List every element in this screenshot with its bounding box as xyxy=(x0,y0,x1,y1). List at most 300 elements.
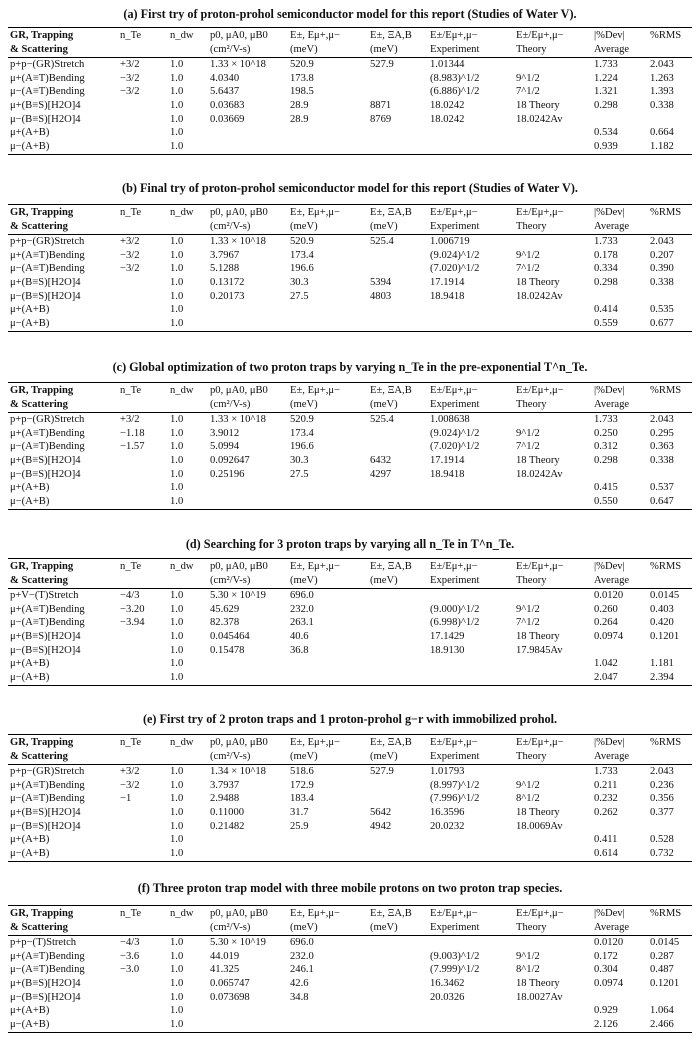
cell-xi xyxy=(368,1018,428,1033)
cell-energy: 173.4 xyxy=(290,249,314,261)
cell-label: μ+(A+B) xyxy=(10,834,50,846)
header-n-dw: n_dw xyxy=(168,906,208,921)
header-ratio-theory: E±/Eμ+,μ− xyxy=(514,906,592,921)
cell-ratio-theory xyxy=(514,58,592,72)
cell-dev-average xyxy=(592,644,648,658)
cell-xi: 525.4 xyxy=(370,236,394,248)
cell-xi xyxy=(368,991,428,1005)
cell-n-dw: 1.0 xyxy=(170,766,184,778)
table-row xyxy=(8,779,692,793)
cell-ratio-theory: 18 Theory xyxy=(516,630,560,642)
cell-energy xyxy=(288,481,368,495)
cell-rms: 0.236 xyxy=(650,779,674,791)
cell-rms: 0.338 xyxy=(650,276,674,288)
header-row xyxy=(8,43,692,58)
cell-n-te xyxy=(118,1018,168,1033)
cell-n-dw: 1.0 xyxy=(170,127,184,139)
header-n-te: n_Te xyxy=(118,205,168,220)
table-row xyxy=(8,1004,692,1018)
cell-n-dw: 1.0 xyxy=(168,317,208,332)
cell-ratio-theory xyxy=(514,235,592,249)
cell-n-te: −3/2 xyxy=(120,72,140,84)
cell-rms xyxy=(648,113,692,127)
cell-energy: 520.9 xyxy=(290,236,314,248)
cell-ratio-theory: 17.9845Av xyxy=(516,644,563,656)
cell-rms xyxy=(648,991,692,1005)
header-row xyxy=(8,574,692,589)
results-table xyxy=(8,382,692,510)
header-ratio-experiment: Experiment xyxy=(428,43,514,58)
cell-rms: 0.664 xyxy=(650,127,674,139)
cell-xi xyxy=(368,249,428,263)
header-rms xyxy=(648,921,692,936)
header-energy: (meV) xyxy=(288,220,368,235)
cell-rms: 1.064 xyxy=(650,1005,674,1017)
cell-ratio-experiment xyxy=(428,140,514,155)
cell-ratio-experiment: 16.3596 xyxy=(430,806,465,818)
table-row xyxy=(8,963,692,977)
cell-n-te xyxy=(118,290,168,304)
cell-label: μ+(A+B) xyxy=(10,1005,50,1017)
header-mobility: (cm²/V-s) xyxy=(208,750,288,765)
cell-rms: 0.403 xyxy=(650,603,674,615)
cell-ratio-theory: 9^1/2 xyxy=(516,603,540,615)
cell-rms xyxy=(648,468,692,482)
table-row xyxy=(8,765,692,779)
header-n-te: n_Te xyxy=(118,906,168,921)
cell-n-te: +3/2 xyxy=(120,236,140,248)
cell-xi: 4942 xyxy=(370,820,392,832)
header-xi: E±, ΞA,B xyxy=(368,383,428,398)
cell-mobility xyxy=(208,847,288,862)
cell-mobility: 1.34 × 10^18 xyxy=(210,766,266,778)
cell-mobility: 0.03669 xyxy=(210,113,245,125)
cell-ratio-experiment xyxy=(428,657,514,671)
header-dev-average: Average xyxy=(592,43,648,58)
cell-dev-average: 0.559 xyxy=(592,317,648,332)
table-row xyxy=(8,72,692,86)
header-n-dw: n_dw xyxy=(168,28,208,43)
cell-label: μ−(A≡T)Bending xyxy=(10,617,85,629)
table-row xyxy=(8,413,692,427)
cell-ratio-theory: 18 Theory xyxy=(516,454,560,466)
cell-label: μ−(A+B) xyxy=(8,1018,118,1033)
cell-n-te xyxy=(118,276,168,290)
cell-n-dw: 1.0 xyxy=(170,414,184,426)
table-row xyxy=(8,99,692,113)
cell-xi xyxy=(368,317,428,332)
cell-ratio-experiment: (8.997)^1/2 xyxy=(430,779,480,791)
cell-xi xyxy=(368,616,428,630)
cell-dev-average: 1.733 xyxy=(594,766,618,778)
cell-label: μ+(B≡S)[H2O]4 xyxy=(10,276,81,288)
results-table xyxy=(8,204,692,332)
cell-rms: 1.393 xyxy=(650,86,674,98)
header-ratio-experiment: Experiment xyxy=(428,398,514,413)
cell-rms: 0.338 xyxy=(650,99,674,111)
cell-dev-average: 0.0974 xyxy=(594,977,624,989)
table-row xyxy=(8,454,692,468)
cell-n-dw: 1.0 xyxy=(170,630,184,642)
cell-xi xyxy=(368,603,428,617)
cell-ratio-theory: 9^1/2 xyxy=(516,779,540,791)
table-row xyxy=(8,290,692,304)
cell-ratio-experiment xyxy=(428,1004,514,1018)
cell-n-te xyxy=(118,671,168,686)
cell-dev-average: 2.126 xyxy=(592,1018,648,1033)
header-xi: E±, ΞA,B xyxy=(368,559,428,574)
cell-mobility: 5.0994 xyxy=(210,441,240,453)
cell-ratio-theory: 8^1/2 xyxy=(516,793,540,805)
table-row xyxy=(8,589,692,603)
cell-dev-average: 0.211 xyxy=(594,779,618,791)
header-row xyxy=(8,28,692,43)
cell-dev-average xyxy=(592,820,648,834)
cell-label: μ−(A+B) xyxy=(8,847,118,862)
header-n-te xyxy=(118,574,168,589)
cell-ratio-experiment: 18.9418 xyxy=(430,468,465,480)
cell-n-te: −3.6 xyxy=(120,950,140,962)
results-table xyxy=(8,905,692,1033)
cell-xi xyxy=(368,963,428,977)
header-ratio-experiment: Experiment xyxy=(428,750,514,765)
cell-n-dw: 1.0 xyxy=(170,820,184,832)
header-mobility: (cm²/V-s) xyxy=(208,398,288,413)
cell-mobility xyxy=(208,303,288,317)
cell-n-te: −3/2 xyxy=(120,779,140,791)
cell-label: μ+(B≡S)[H2O]4 xyxy=(10,806,81,818)
cell-xi: 525.4 xyxy=(370,414,394,426)
cell-label: μ+(A+B) xyxy=(10,482,50,494)
cell-energy: 183.4 xyxy=(290,793,314,805)
cell-n-te: −3.20 xyxy=(120,603,145,615)
cell-energy: 172.9 xyxy=(290,779,314,791)
header-n-dw xyxy=(168,921,208,936)
header-n-dw xyxy=(168,220,208,235)
cell-n-dw: 1.0 xyxy=(170,454,184,466)
cell-xi xyxy=(368,495,428,510)
cell-ratio-theory: 18.0069Av xyxy=(516,820,563,832)
cell-rms: 2.043 xyxy=(650,236,674,248)
cell-mobility: 3.9012 xyxy=(210,427,240,439)
cell-mobility: 3.7967 xyxy=(210,249,240,261)
header-ratio-theory: Theory xyxy=(514,220,592,235)
cell-ratio-theory xyxy=(514,126,592,140)
cell-xi xyxy=(368,440,428,454)
cell-n-te xyxy=(118,806,168,820)
cell-n-dw: 1.0 xyxy=(170,603,184,615)
table-row xyxy=(8,657,692,671)
cell-xi xyxy=(368,85,428,99)
cell-ratio-experiment: 20.0232 xyxy=(430,820,465,832)
cell-ratio-experiment xyxy=(428,833,514,847)
cell-ratio-experiment: (8.983)^1/2 xyxy=(430,72,480,84)
header-mobility: p0, μA0, μB0 xyxy=(208,906,288,921)
cell-ratio-experiment: 18.0242 xyxy=(430,113,465,125)
header-rms: %RMS xyxy=(648,559,692,574)
table-row xyxy=(8,85,692,99)
cell-n-te xyxy=(118,481,168,495)
results-table xyxy=(8,734,692,862)
cell-rms: 1.263 xyxy=(650,72,674,84)
cell-dev-average: 0.0974 xyxy=(594,630,624,642)
cell-dev-average: 1.224 xyxy=(594,72,618,84)
header-energy: (meV) xyxy=(288,921,368,936)
cell-mobility: 0.11000 xyxy=(210,806,245,818)
cell-mobility: 0.13172 xyxy=(210,276,245,288)
table-row xyxy=(8,630,692,644)
cell-mobility: 4.0340 xyxy=(210,72,240,84)
cell-energy: 696.0 xyxy=(290,937,314,949)
cell-n-te: −3/2 xyxy=(120,249,140,261)
cell-rms: 2.394 xyxy=(648,671,692,686)
cell-energy: 696.0 xyxy=(290,590,314,602)
header-ratio-theory: E±/Eμ+,μ− xyxy=(514,383,592,398)
cell-mobility xyxy=(208,495,288,510)
cell-n-te xyxy=(118,113,168,127)
header-mobility: p0, μA0, μB0 xyxy=(208,205,288,220)
cell-ratio-theory xyxy=(514,413,592,427)
cell-label: μ+(B≡S)[H2O]4 xyxy=(10,99,81,111)
table-row xyxy=(8,126,692,140)
cell-dev-average: 0.929 xyxy=(594,1005,618,1017)
table-caption: (e) First try of 2 proton traps and 1 proton-prohol g−r with immobilized prohol. xyxy=(142,712,558,726)
header-mobility: (cm²/V-s) xyxy=(208,921,288,936)
cell-n-dw: 1.0 xyxy=(170,468,184,480)
cell-energy: 36.8 xyxy=(290,644,309,656)
cell-ratio-theory: 18.0027Av xyxy=(516,991,563,1003)
header-xi: E±, ΞA,B xyxy=(368,28,428,43)
cell-energy: 30.3 xyxy=(290,276,309,288)
cell-mobility xyxy=(208,126,288,140)
header-n-te xyxy=(118,43,168,58)
cell-rms: 1.181 xyxy=(650,658,674,670)
cell-dev-average xyxy=(592,290,648,304)
cell-energy xyxy=(288,495,368,510)
cell-rms: 0.0145 xyxy=(650,590,680,602)
cell-n-dw: 1.0 xyxy=(170,441,184,453)
table-row xyxy=(8,792,692,806)
cell-ratio-theory: 9^1/2 xyxy=(516,72,540,84)
header-n-te: n_Te xyxy=(118,383,168,398)
header-row xyxy=(8,921,692,936)
table-row xyxy=(8,427,692,441)
cell-ratio-experiment: (6.886)^1/2 xyxy=(430,86,480,98)
header-n-dw: n_dw xyxy=(168,205,208,220)
header-mobility: p0, μA0, μB0 xyxy=(208,28,288,43)
header-xi: E±, ΞA,B xyxy=(368,735,428,750)
cell-n-dw: 1.0 xyxy=(170,937,184,949)
cell-label: p+p−(GR)Stretch xyxy=(10,59,85,71)
cell-mobility: 0.20173 xyxy=(210,290,245,302)
cell-energy: 34.8 xyxy=(290,991,309,1003)
cell-rms: 0.363 xyxy=(650,441,674,453)
cell-n-dw: 1.0 xyxy=(170,644,184,656)
cell-mobility xyxy=(208,657,288,671)
cell-ratio-theory xyxy=(514,765,592,779)
cell-rms: 0.647 xyxy=(648,495,692,510)
cell-xi: 6432 xyxy=(370,454,392,466)
cell-ratio-experiment: (9.024)^1/2 xyxy=(430,249,480,261)
table-caption: (c) Global optimization of two proton traps by varying n_Te in the pre-exponential T^n_Te. xyxy=(112,360,588,374)
cell-n-dw: 1.0 xyxy=(170,236,184,248)
header-n-te: n_Te xyxy=(118,559,168,574)
cell-ratio-experiment: (7.999)^1/2 xyxy=(430,964,480,976)
cell-energy: 27.5 xyxy=(290,290,309,302)
cell-xi: 5394 xyxy=(370,276,392,288)
cell-n-dw: 1.0 xyxy=(170,427,184,439)
cell-ratio-theory xyxy=(514,1018,592,1033)
cell-energy: 40.6 xyxy=(290,630,309,642)
cell-energy: 28.9 xyxy=(290,113,309,125)
header-mobility: p0, μA0, μB0 xyxy=(208,735,288,750)
cell-label: μ+(A≡T)Bending xyxy=(10,779,85,791)
table-row xyxy=(8,58,692,72)
header-rms: %RMS xyxy=(648,205,692,220)
cell-n-te xyxy=(118,847,168,862)
cell-dev-average: 0.304 xyxy=(594,964,618,976)
cell-ratio-experiment: 18.0242 xyxy=(430,99,465,111)
header-dev-average: Average xyxy=(592,921,648,936)
cell-ratio-experiment: (7.020)^1/2 xyxy=(430,263,480,275)
header-row xyxy=(8,906,692,921)
cell-label: μ+(A≡T)Bending xyxy=(10,72,85,84)
cell-rms: 2.043 xyxy=(650,766,674,778)
header-xi: (meV) xyxy=(368,398,428,413)
cell-ratio-theory xyxy=(514,495,592,510)
cell-rms: 0.356 xyxy=(650,793,674,805)
header-ratio-experiment: E±/Eμ+,μ− xyxy=(428,559,514,574)
cell-ratio-experiment xyxy=(428,1018,514,1033)
header-dev-average: |%Dev| xyxy=(592,205,648,220)
cell-mobility: 5.1288 xyxy=(210,263,240,275)
cell-n-dw: 1.0 xyxy=(170,72,184,84)
cell-rms: 0.287 xyxy=(650,950,674,962)
cell-label: μ−(A≡T)Bending xyxy=(10,964,85,976)
header-xi: (meV) xyxy=(368,220,428,235)
header-n-dw xyxy=(168,574,208,589)
cell-energy xyxy=(288,1004,368,1018)
cell-mobility: 5.6437 xyxy=(210,86,240,98)
table-row xyxy=(8,468,692,482)
cell-ratio-theory xyxy=(514,657,592,671)
cell-xi xyxy=(368,589,428,603)
cell-xi xyxy=(368,126,428,140)
cell-ratio-experiment: (9.003)^1/2 xyxy=(430,950,480,962)
cell-ratio-experiment: 17.1914 xyxy=(430,276,465,288)
cell-label: μ−(A≡T)Bending xyxy=(10,793,85,805)
table-row xyxy=(8,847,692,862)
cell-xi xyxy=(368,72,428,86)
cell-mobility: 0.073698 xyxy=(210,991,250,1003)
cell-n-dw: 1.0 xyxy=(168,1018,208,1033)
cell-mobility: 1.33 × 10^18 xyxy=(210,414,266,426)
table-row xyxy=(8,1018,692,1033)
cell-xi: 8871 xyxy=(370,99,392,111)
cell-ratio-theory xyxy=(514,481,592,495)
cell-ratio-theory: 18.0242Av xyxy=(516,290,563,302)
cell-energy: 520.9 xyxy=(290,59,314,71)
cell-rms: 2.466 xyxy=(648,1018,692,1033)
cell-ratio-experiment: 16.3462 xyxy=(430,977,465,989)
header-rms xyxy=(648,750,692,765)
cell-n-te: −3/2 xyxy=(120,86,140,98)
cell-n-te xyxy=(118,140,168,155)
cell-xi xyxy=(368,262,428,276)
table-row xyxy=(8,977,692,991)
cell-dev-average: 0.550 xyxy=(592,495,648,510)
header-row xyxy=(8,735,692,750)
cell-n-dw: 1.0 xyxy=(170,617,184,629)
header-n-dw xyxy=(168,43,208,58)
header-xi: E±, ΞA,B xyxy=(368,906,428,921)
header-dev-average: |%Dev| xyxy=(592,559,648,574)
cell-n-dw: 1.0 xyxy=(168,495,208,510)
cell-ratio-experiment xyxy=(428,936,514,950)
cell-dev-average: 0.414 xyxy=(594,304,618,316)
cell-n-dw: 1.0 xyxy=(170,964,184,976)
header-dev-average: Average xyxy=(592,220,648,235)
cell-rms: 0.535 xyxy=(650,304,674,316)
cell-ratio-theory: 18.0242Av xyxy=(516,113,563,125)
cell-xi xyxy=(368,303,428,317)
cell-energy: 232.0 xyxy=(290,950,314,962)
header-row xyxy=(8,383,692,398)
header-ratio-theory: Theory xyxy=(514,574,592,589)
header-dev-average: Average xyxy=(592,398,648,413)
cell-ratio-theory xyxy=(514,847,592,862)
cell-ratio-theory xyxy=(514,936,592,950)
cell-energy xyxy=(288,671,368,686)
header-ratio-experiment: Experiment xyxy=(428,574,514,589)
table-row xyxy=(8,616,692,630)
cell-mobility xyxy=(208,481,288,495)
cell-n-dw: 1.0 xyxy=(170,779,184,791)
table-row xyxy=(8,806,692,820)
cell-dev-average: 0.298 xyxy=(594,454,618,466)
header-dev-average: |%Dev| xyxy=(592,383,648,398)
cell-energy: 25.9 xyxy=(290,820,309,832)
header-n-dw: n_dw xyxy=(168,559,208,574)
cell-n-te xyxy=(118,630,168,644)
cell-n-dw: 1.0 xyxy=(170,977,184,989)
header-ratio-experiment: Experiment xyxy=(428,921,514,936)
cell-energy: 518.6 xyxy=(290,766,314,778)
cell-n-dw: 1.0 xyxy=(170,113,184,125)
cell-dev-average: 0.264 xyxy=(594,617,618,629)
cell-xi: 4297 xyxy=(370,468,392,480)
cell-ratio-theory xyxy=(514,671,592,686)
cell-dev-average: 0.250 xyxy=(594,427,618,439)
cell-ratio-experiment: 1.01793 xyxy=(430,766,465,778)
cell-rms: 2.043 xyxy=(650,414,674,426)
cell-ratio-experiment: 20.0326 xyxy=(430,991,465,1003)
header-label: & Scattering xyxy=(8,398,118,413)
cell-n-te: −3/2 xyxy=(120,263,140,275)
cell-mobility: 0.092647 xyxy=(210,454,250,466)
cell-energy: 196.6 xyxy=(290,441,314,453)
cell-rms: 0.487 xyxy=(650,964,674,976)
cell-ratio-experiment: (6.998)^1/2 xyxy=(430,617,480,629)
header-mobility: (cm²/V-s) xyxy=(208,43,288,58)
cell-n-dw: 1.0 xyxy=(170,59,184,71)
table-row xyxy=(8,113,692,127)
cell-energy: 173.4 xyxy=(290,427,314,439)
cell-n-te xyxy=(118,657,168,671)
header-label: & Scattering xyxy=(8,43,118,58)
cell-xi xyxy=(368,671,428,686)
cell-xi xyxy=(368,950,428,964)
